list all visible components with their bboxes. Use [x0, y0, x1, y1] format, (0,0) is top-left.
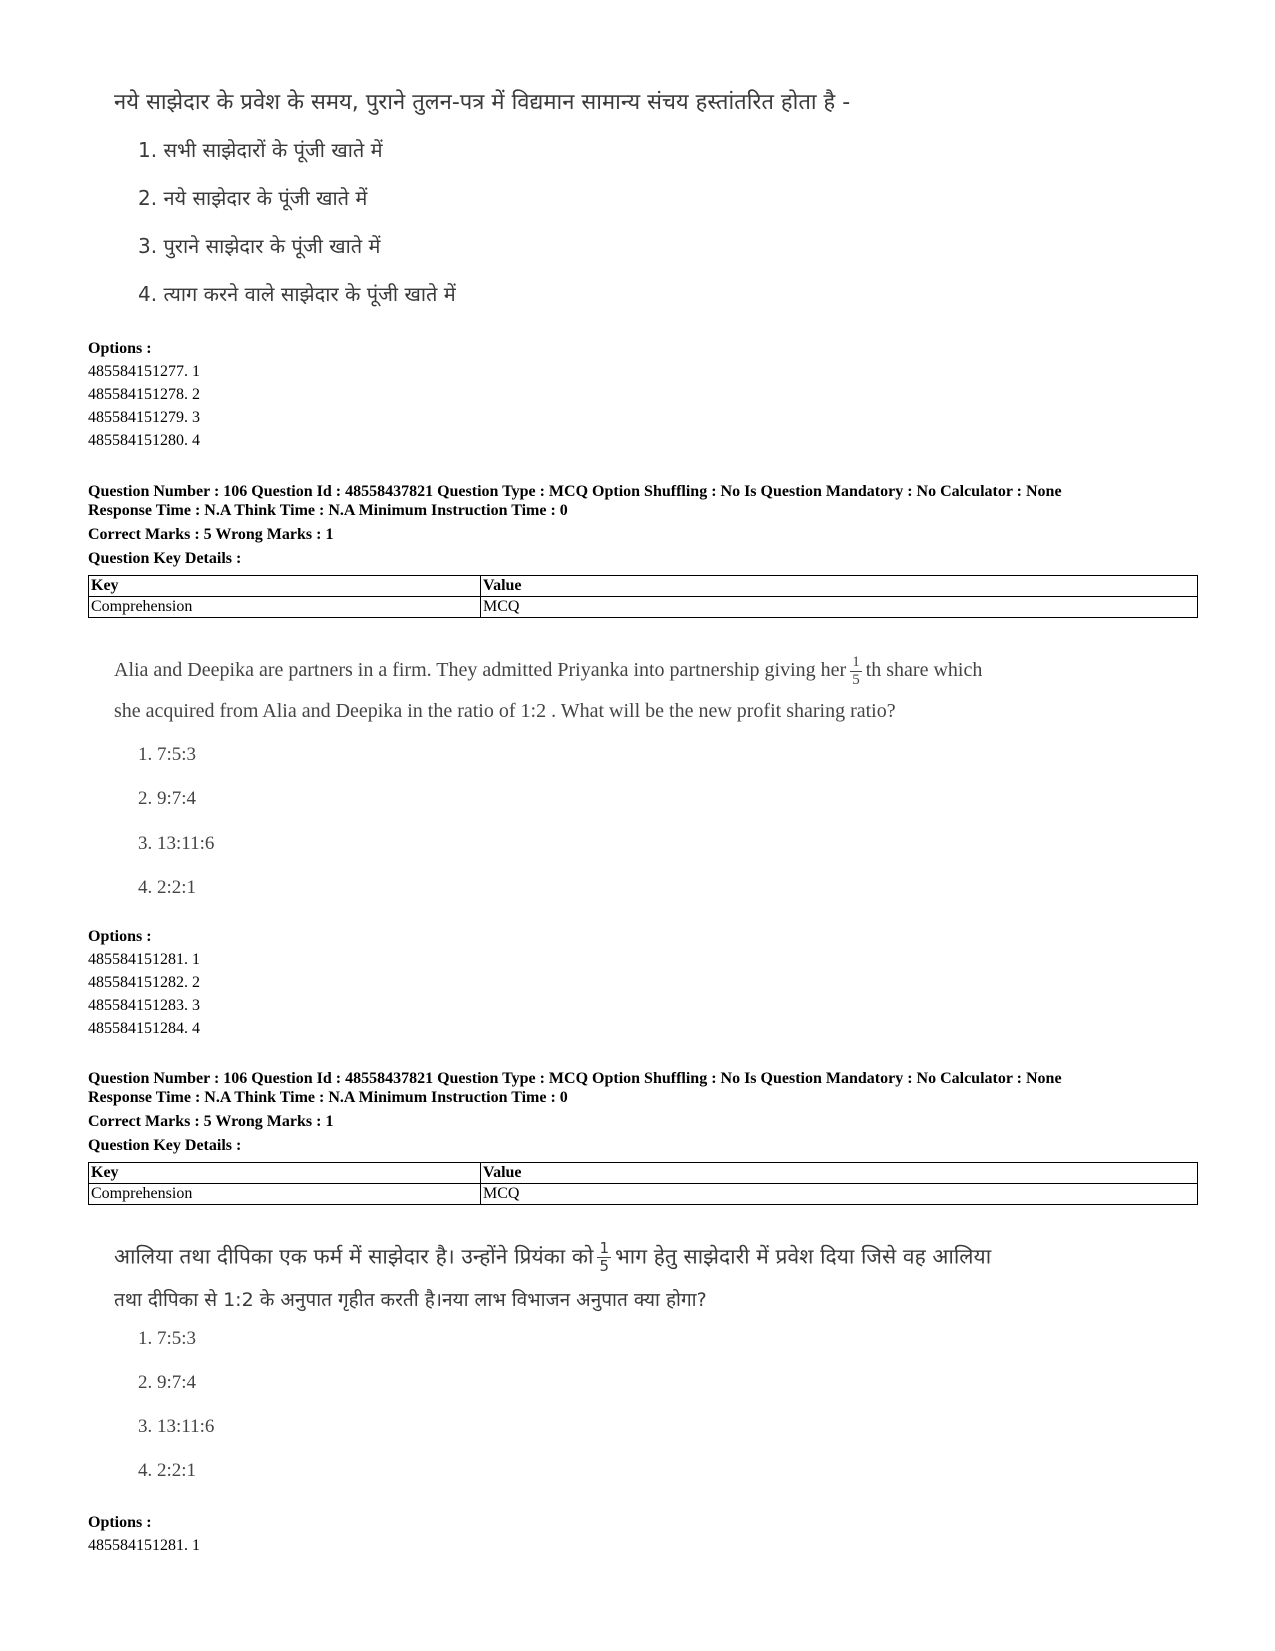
choice-4: 4. 2:2:1	[138, 1460, 197, 1481]
fraction-numerator: 1	[852, 654, 860, 670]
question-stem: नये साझेदार के प्रवेश के समय, पुराने तुलन-पत्र में विद्यमान सामान्य संचय हस्तांतरित होता है -	[114, 90, 851, 115]
stem-text: th share which	[865, 659, 983, 682]
choice-3: 3. पुराने साझेदार के पूंजी खाते में	[138, 234, 381, 258]
choice-4: 4. त्याग करने वाले साझेदार के पूंजी खाते में	[138, 282, 456, 306]
option-id: 485584151281. 1	[88, 951, 200, 968]
choice-2: 2. नये साझेदार के पूंजी खाते में	[138, 186, 368, 210]
fraction	[850, 654, 862, 689]
fraction-denominator: 5	[852, 672, 860, 688]
question-timing: Response Time : N.A Think Time : N.A Minimum Instruction Time : 0	[88, 502, 568, 519]
stem-text: आलिया तथा दीपिका एक फर्म में साझेदार है। उन्होंने प्रियंका को	[114, 1244, 594, 1269]
key-header: Key	[89, 576, 481, 597]
options-label: Options :	[88, 340, 152, 357]
option-id: 485584151282. 2	[88, 974, 200, 991]
option-id: 485584151280. 4	[88, 432, 200, 449]
question-stem	[114, 654, 982, 689]
question-stem	[114, 1240, 991, 1275]
option-id: 485584151279. 3	[88, 409, 200, 426]
question-marks: Correct Marks : 5 Wrong Marks : 1	[88, 526, 334, 543]
stem-text: Alia and Deepika are partners in a firm. They admitted Priyanka into partnership giving her	[114, 659, 847, 682]
options-label: Options :	[88, 928, 152, 945]
key-cell: Comprehension	[89, 597, 481, 618]
choice-1: 1. 7:5:3	[138, 1328, 197, 1349]
option-id: 485584151278. 2	[88, 386, 200, 403]
question-marks: Correct Marks : 5 Wrong Marks : 1	[88, 1113, 334, 1130]
question-meta: Question Number : 106 Question Id : 48558437821 Question Type : MCQ Option Shuffling : No Is Question Mandatory : No Calculator : None	[88, 1070, 1062, 1087]
choice-1: 1. 7:5:3	[138, 744, 197, 765]
choice-3: 3. 13:11:6	[138, 1416, 215, 1437]
question-timing: Response Time : N.A Think Time : N.A Minimum Instruction Time : 0	[88, 1089, 568, 1106]
fraction-numerator: 1	[599, 1239, 609, 1257]
key-details-label: Question Key Details :	[88, 1137, 242, 1154]
stem-text: भाग हेतु साझेदारी में प्रवेश दिया जिसे वह आलिया	[615, 1244, 992, 1269]
question-stem-line2: she acquired from Alia and Deepika in the ratio of 1:2 . What will be the new profit sharing ratio?	[114, 700, 896, 722]
choice-2: 2. 9:7:4	[138, 1372, 197, 1393]
key-details-table	[88, 575, 1198, 618]
fraction-denominator: 5	[599, 1257, 609, 1275]
question-meta: Question Number : 106 Question Id : 48558437821 Question Type : MCQ Option Shuffling : No Is Question Mandatory : No Calculator : None	[88, 483, 1062, 500]
value-cell: MCQ	[481, 1184, 1198, 1205]
option-id: 485584151281. 1	[88, 1537, 200, 1554]
key-cell: Comprehension	[89, 1184, 481, 1205]
options-label: Options :	[88, 1514, 152, 1531]
question-stem-line2: तथा दीपिका से 1:2 के अनुपात गृहीत करती है।नया लाभ विभाजन अनुपात क्या होगा?	[114, 1289, 707, 1311]
option-id: 485584151283. 3	[88, 997, 200, 1014]
key-header: Key	[89, 1163, 481, 1184]
option-id: 485584151284. 4	[88, 1020, 200, 1037]
key-details-table	[88, 1162, 1198, 1205]
key-details-label: Question Key Details :	[88, 550, 242, 567]
choice-3: 3. 13:11:6	[138, 833, 215, 854]
value-cell: MCQ	[481, 597, 1198, 618]
choice-2: 2. 9:7:4	[138, 788, 197, 809]
option-id: 485584151277. 1	[88, 363, 200, 380]
choice-4: 4. 2:2:1	[138, 877, 197, 898]
value-header: Value	[481, 1163, 1198, 1184]
value-header: Value	[481, 576, 1198, 597]
choice-1: 1. सभी साझेदारों के पूंजी खाते में	[138, 138, 383, 162]
fraction	[597, 1240, 611, 1275]
